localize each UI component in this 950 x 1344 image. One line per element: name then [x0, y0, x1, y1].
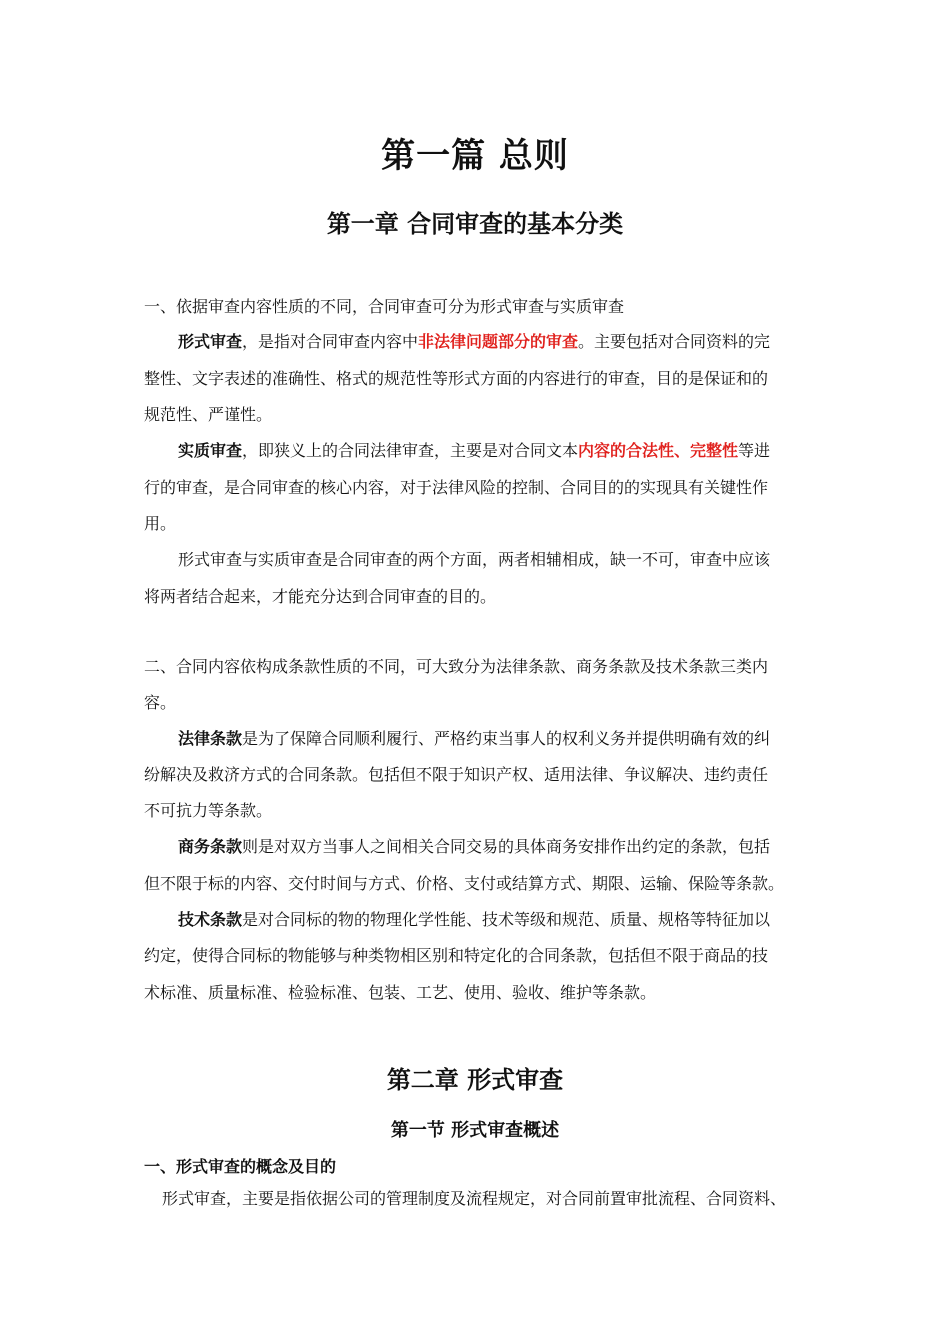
formal-review-text: ，是指对合同审查内容中 [242, 332, 419, 351]
item-1-heading: 一、依据审查内容性质的不同，合同审查可分为形式审查与实质审查 [144, 297, 625, 316]
business-clause-text: 则是对双方当事人之间相关合同交易的具体商务安排作出约定的条款，包括 [242, 837, 771, 856]
substantive-review-text-2: 等进 [738, 441, 771, 460]
formal-review-paragraph [178, 332, 808, 352]
section-1-title: 第一节 形式审查概述 [390, 1120, 560, 1141]
technical-clause-line-3: 术标准、质量标准、检验标准、包装、工艺、使用、验收、维护等条款。 [144, 983, 657, 1002]
combine-paragraph-line-1: 形式审查与实质审查是合同审查的两个方面，两者相辅相成，缺一不可，审查中应该 [178, 550, 771, 569]
subsection-1-heading: 一、形式审查的概念及目的 [144, 1157, 337, 1176]
formal-review-term: 形式审查 [178, 332, 243, 351]
substantive-review-line-3: 用。 [144, 514, 177, 533]
formal-review-highlight: 非法律问题部分的审查 [418, 332, 579, 351]
business-clause-paragraph [178, 837, 808, 857]
chapter-2-title: 第二章 形式审查 [386, 1066, 564, 1094]
business-clause-term: 商务条款 [178, 837, 243, 856]
part-title: 第一篇 总则 [381, 136, 569, 176]
technical-clause-paragraph [178, 910, 808, 930]
substantive-review-paragraph [178, 441, 808, 461]
substantive-review-highlight: 内容的合法性、完整性 [578, 441, 739, 460]
combine-paragraph-line-2: 将两者结合起来，才能充分达到合同审查的目的。 [144, 587, 497, 606]
chapter-1-title: 第一章 合同审查的基本分类 [326, 210, 624, 238]
formal-review-line-3: 规范性、严谨性。 [144, 405, 273, 424]
legal-clause-line-3: 不可抗力等条款。 [144, 801, 273, 820]
item-2-heading-line-2: 容。 [144, 693, 177, 712]
technical-clause-term: 技术条款 [178, 910, 243, 929]
formal-review-line-2: 整性、文字表述的准确性、格式的规范性等形式方面的内容进行的审查，目的是保证和的 [144, 369, 769, 388]
substantive-review-line-2: 行的审查，是合同审查的核心内容，对于法律风险的控制、合同目的的实现具有关键性作 [144, 478, 769, 497]
subsection-1-line-1: 形式审查，主要是指依据公司的管理制度及流程规定，对合同前置审批流程、合同资料、 [162, 1189, 787, 1208]
legal-clause-term: 法律条款 [178, 729, 243, 748]
substantive-review-text: ，即狭义上的合同法律审查，主要是对合同文本 [242, 441, 579, 460]
legal-clause-paragraph [178, 729, 808, 749]
technical-clause-text: 是对合同标的物的物理化学性能、技术等级和规范、质量、规格等特征加以 [242, 910, 771, 929]
business-clause-line-2: 但不限于标的内容、交付时间与方式、价格、支付或结算方式、期限、运输、保险等条款。 [144, 874, 785, 893]
item-2-heading-line-1: 二、合同内容依构成条款性质的不同，可大致分为法律条款、商务条款及技术条款三类内 [144, 657, 769, 676]
legal-clause-text: 是为了保障合同顺利履行、严格约束当事人的权利义务并提供明确有效的纠 [242, 729, 771, 748]
substantive-review-term: 实质审查 [178, 441, 243, 460]
legal-clause-line-2: 纷解决及救济方式的合同条款。包括但不限于知识产权、适用法律、争议解决、违约责任 [144, 765, 769, 784]
formal-review-text-2: 。主要包括对合同资料的完 [578, 332, 771, 351]
technical-clause-line-2: 约定，使得合同标的物能够与种类物相区别和特定化的合同条款，包括但不限于商品的技 [144, 946, 769, 965]
